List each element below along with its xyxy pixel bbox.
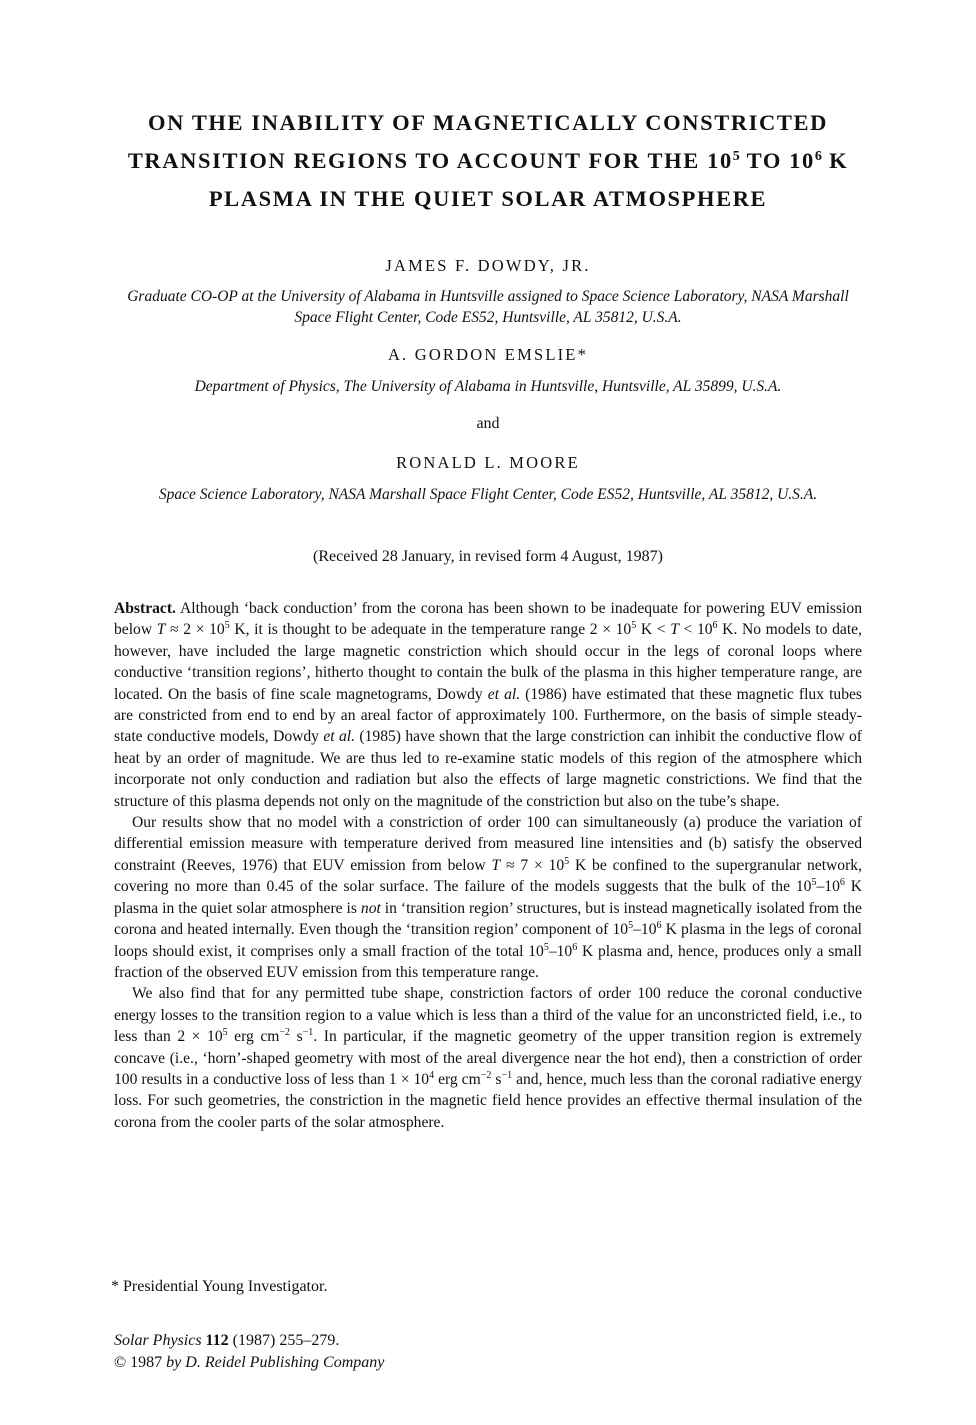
- author-name: JAMES F. DOWDY, JR.: [385, 256, 591, 275]
- author-affiliation: Graduate CO-OP at the University of Alabama in Huntsville assigned to Space Science Laboratory, NASA Marshall Space Flight Center, Code ES52, Huntsville, AL 35812, U.S.A.: [127, 288, 849, 326]
- abstract-paragraph: Our results show that no model with a constriction of order 100 can simultaneously (a) produce the variation of differential emission measure with temperature derived from measured line intensities and (b) satisfy the observed constraint (Reeves, 1976) that EUV emission from below $T \approx 7 \times 10^5$ K be confined to the supergranular network, covering no more than 0.45 of the solar surface. The failure of the models suggests that the bulk of the $10^5-10^6$ K plasma in the quiet solar atmosphere is not in ‘transition region’ structures, but is instead magnetically isolated from the corona and heated internally. Even though the ‘transition region’ component of $10^5-10^6$ K plasma in the legs of coronal loops should exist, it comprises only a small fraction of the total $10^5-10^6$ K plasma and, hence, produces only a small fraction of the observed EUV emission from this temperature range.: [114, 814, 862, 981]
- abstract: [114, 598, 862, 1133]
- abstract-paragraph: We also find that for any permitted tube shape, constriction factors of order 100 reduce the coronal conductive energy losses to the transition region to a value which is less than a third of the value for an unconstricted field, i.e., to less than $2 \times 10^5$ erg $cm^{-2}$ $s^{-1}$. In particular, if the magnetic geometry of the upper transition region is extremely concave (i.e., ‘horn’-shaped geometry with most of the areal divergence near the hot end), then a constriction of order 100 results in a conductive loss of less than $1 \times 10^4$ erg $cm^{-2}$ $s^{-1}$ and, hence, much less than the coronal radiative energy loss. For such geometries, the constriction in the magnetic field hence provides an effective thermal insulation of the corona from the cooler parts of the solar atmosphere.: [114, 985, 862, 1131]
- journal-reference: Solar Physics 112 (1987) 255–279.: [114, 1332, 340, 1349]
- abstract-label: Abstract.: [114, 600, 176, 617]
- title-line-1: ON THE INABILITY OF MAGNETICALLY CONSTRICTED: [148, 110, 828, 135]
- author-name: A. GORDON EMSLIE*: [387, 345, 589, 364]
- and-separator: and: [476, 415, 500, 432]
- title-line-3: PLASMA IN THE QUIET SOLAR ATMOSPHERE: [208, 186, 768, 211]
- footnote: * Presidential Young Investigator.: [111, 1278, 328, 1295]
- author-name: RONALD L. MOORE: [396, 453, 580, 472]
- journal-citation: [114, 1330, 384, 1374]
- author-affiliation: Space Science Laboratory, NASA Marshall Space Flight Center, Code ES52, Huntsville, AL 35812, U.S.A.: [158, 486, 818, 503]
- title-line-2: TRANSITION REGIONS TO ACCOUNT FOR THE $10^5$ TO $10^6$ K: [127, 148, 849, 173]
- paper-title: [100, 104, 876, 218]
- author-affiliation: Department of Physics, The University of Alabama in Huntsville, Huntsville, AL 35899, U.S.A.: [194, 378, 782, 395]
- copyright-line: © 1987 by D. Reidel Publishing Company: [114, 1354, 385, 1371]
- received-date: (Received 28 January, in revised form 4 August, 1987): [313, 548, 663, 565]
- abstract-paragraph: Abstract. Although ‘back conduction’ from the corona has been shown to be inadequate for powering EUV emission below $T \approx 2 \times 10^5$ K, it is thought to be adequate in the temperature range $2 \times 10^5$ $K < T < 10^6$ K. No models to date, however, have included the large magnetic constriction which should occur in the legs of coronal loops where conductive ‘transition regions’, hitherto thought to contain the bulk of the plasma in this higher temperature range, are located. On the basis of fine scale magnetograms, Dowdy et al. (1986) have estimated that these magnetic flux tubes are constricted from end to end by an areal factor of approximately 100. Furthermore, on the basis of simple steady-state conductive models, Dowdy et al. (1985) have shown that the large constriction can inhibit the conductive flow of heat by an order of magnitude. We are thus led to re-examine static models of this region of the atmosphere which incorporate not only conduction and radiation but also the effects of large magnetic constrictions. We find that the structure of this plasma depends not only on the magnitude of the constriction but also on the tube’s shape.: [114, 600, 862, 810]
